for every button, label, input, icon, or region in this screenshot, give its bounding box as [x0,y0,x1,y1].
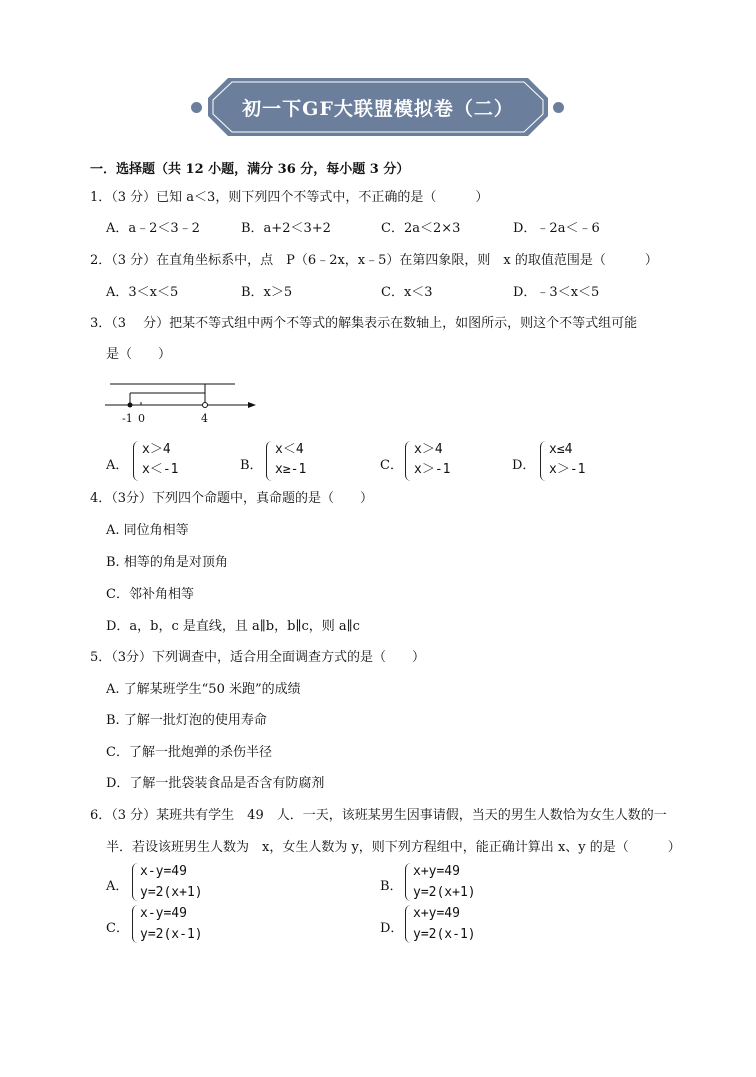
q3-option-a-label: A． [106,458,129,473]
q6-option-c-system: x-y=49 y=2(x-1) [140,906,203,942]
q2-option-d: D．﹣3＜x＜5 [513,285,600,300]
q3-option-d-label: D． [512,458,536,473]
q1-option-b: B．a+2＜3+2 [241,221,331,236]
tick-label-zero: 0 [138,412,145,425]
title-dot-right [553,102,564,113]
section-heading: 一．选择题（共 12 小题，满分 36 分，每小题 3 分） [90,162,410,177]
q3-option-b-brace [266,441,275,481]
tick-label-four: 4 [201,412,208,425]
q3-option-d-brace [540,441,549,481]
q3-option-c-system: x＞4 x＞-1 [414,442,451,477]
q6-option-a-label: A． [106,879,129,894]
q6-stem: 6．（3 分）某班共有学生 49 人．一天，该班某男生因事请假，当天的男生人数恰为女生人数的一 [90,808,667,823]
q3-option-c-label: C． [380,458,403,473]
q5-option-d: D．了解一批袋装食品是否含有防腐剂 [106,776,325,791]
q1-option-a: A．a﹣2＜3﹣2 [106,221,200,236]
q5-option-a: A. 了解某班学生“50 米跑”的成绩 [106,682,301,697]
q3-stem: 3．（3 分）把某不等式组中两个不等式的解集表示在数轴上，如图所示，则这个不等式组可能 [90,316,638,331]
q4-option-b: B. 相等的角是对顶角 [106,555,228,570]
q6-option-d-system: x+y=49 y=2(x-1) [413,906,476,942]
q3-option-a-brace [133,441,142,481]
point-minus-one [128,403,133,408]
q6-option-b-label: B． [380,879,403,894]
q6-option-d-label: D． [380,921,404,936]
q4-option-c: C．邻补角相等 [106,587,194,602]
q3-stem-cont: 是（ ） [106,347,172,362]
q5-option-b: B. 了解一批灯泡的使用寿命 [106,713,267,728]
q4-option-d: D．a，b，c 是直线，且 a∥b，b∥c，则 a∥c [106,619,360,634]
q3-option-c-brace [405,441,414,481]
q6-stem-cont: 半．若设该班男生人数为 x，女生人数为 y，则下列方程组中，能正确计算出 x、y 的是（ ） [106,840,681,855]
q4-stem: 4．（3分）下列四个命题中，真命题的是（ ） [90,491,374,506]
q3-option-b-system: x＜4 x≥-1 [275,442,307,477]
q6-option-c-label: C． [106,921,129,936]
title-dot-left [191,102,202,113]
q3-option-d-system: x≤4 x＞-1 [549,442,586,477]
point-four [203,403,208,408]
number-line-figure [100,376,260,428]
q2-option-a: A．3＜x＜5 [106,285,179,300]
q5-option-c: C．了解一批炮弹的杀伤半径 [106,745,272,760]
axis-arrow [248,402,256,408]
page-title: 初一下GF大联盟模拟卷（二） [242,97,514,120]
q1-option-c: C．2a＜2×3 [381,221,461,236]
q2-option-c: C．x＜3 [381,285,433,300]
q5-stem: 5．（3分）下列调查中，适合用全面调查方式的是（ ） [90,650,426,665]
q1-option-d: D．﹣2a＜﹣6 [513,221,600,236]
q2-stem: 2．（3 分）在直角坐标系中，点 P（6﹣2x，x﹣5）在第四象限，则 x 的取值范围是（ ） [90,253,658,268]
q2-option-b: B．x＞5 [241,285,293,300]
q6-option-a-system: x-y=49 y=2(x+1) [140,864,203,900]
q6-option-b-system: x+y=49 y=2(x+1) [413,864,476,900]
tick-label-minus-one: -1 [122,412,133,425]
q4-option-a: A. 同位角相等 [106,523,189,538]
q1-stem: 1．（3 分）已知 a＜3，则下列四个不等式中，不正确的是（ ） [90,190,489,205]
q3-option-a-system: x＞4 x＜-1 [142,442,179,477]
q3-option-b-label: B． [240,458,263,473]
